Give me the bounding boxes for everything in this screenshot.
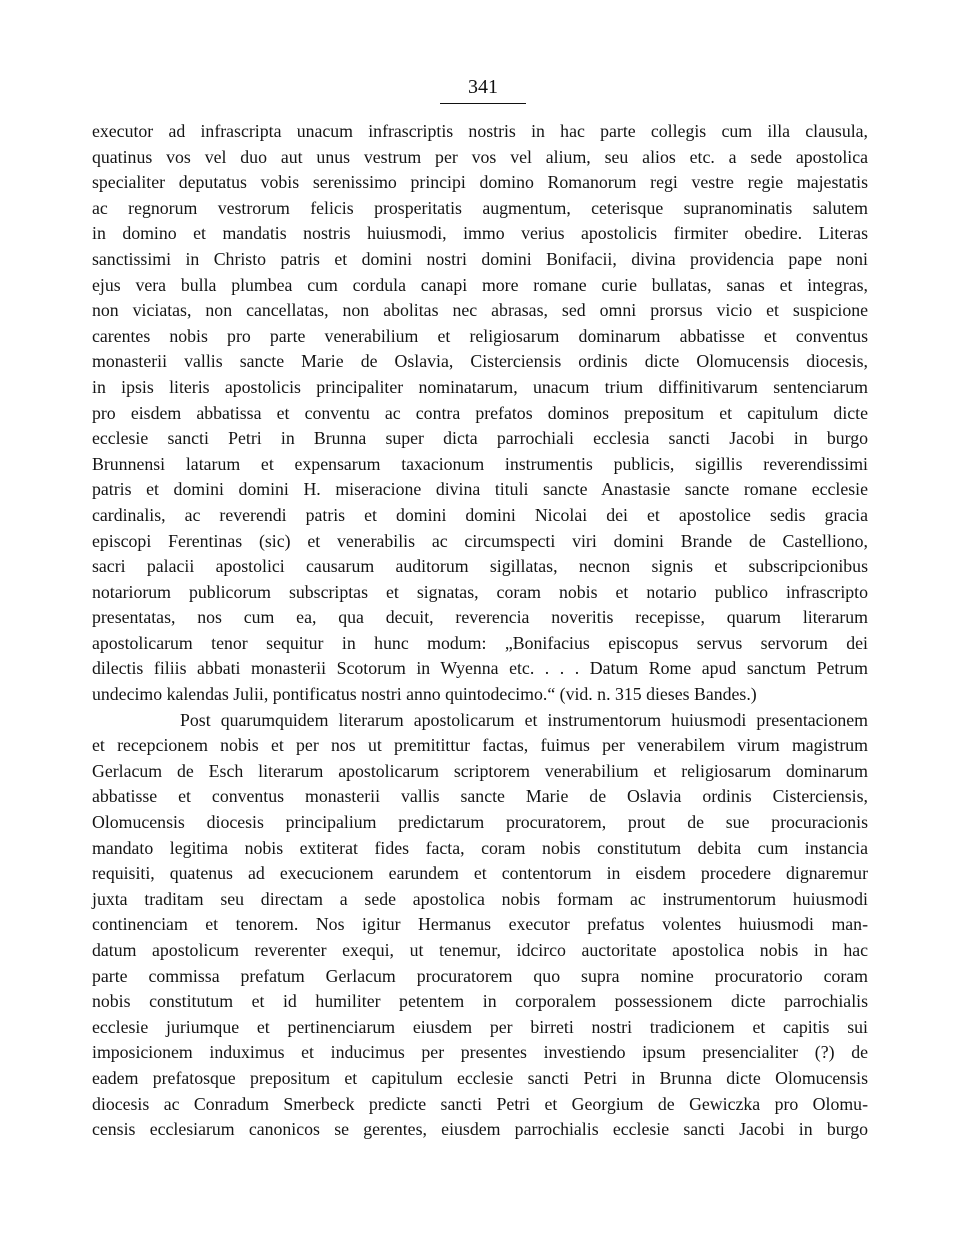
text-line: continenciam et tenorem. Nos igitur Hermanus executor prefatus volentes huiusmodi man-	[92, 914, 868, 935]
text-line: undecimo kalendas Julii, pontificatus nostri anno quintodecimo.“ (vid. n. 315 dieses Bandes.)	[92, 684, 757, 705]
text-line: executor ad infrascripta unacum infrascriptis nostris in hac parte collegis cum illa clausula,	[92, 121, 868, 141]
text-line: cardinalis, ac reverendi patris et domini domini Nicolai dei et apostolice sedis gracia	[92, 504, 868, 525]
text-line: carentes nobis pro parte venerabilium et religiosarum dominarum abbatisse et conventus	[92, 325, 868, 346]
text-line: presentatas, nos cum ea, qua decuit, reverencia noveritis recepisse, quarum literarum	[92, 607, 868, 628]
text-line: sanctissimi in Christo patris et domini nostri domini Bonifacii, divina providencia pape noni	[92, 248, 868, 269]
text-line: juxta traditam seu directam a sede apostolica nobis formam ac instrumentorum huiusmodi	[92, 888, 868, 909]
paragraph	[92, 119, 868, 708]
text-line: specialiter deputatus vobis serenissimo principi domino Romanorum regi vestre regie majestatis	[92, 172, 868, 193]
text-line: patris et domini domini H. miseracione divina tituli sancte Anastasie sancte romane ecclesie	[92, 479, 868, 500]
text-line: quatinus vos vel duo aut unus vestrum per vos vel alium, seu alios etc. a sede apostolica	[92, 146, 868, 167]
text-line: ecclesie juriumque et pertinenciarum eiusdem per birreti nostri tradicionem et capitis sui	[92, 1016, 868, 1037]
text-line: Post quarumquidem literarum apostolicarum et instrumentorum huiusmodi presentacionem	[180, 709, 868, 730]
text-line: Olomucensis diocesis principalium predictarum procuratorem, prout de sue procuracionis	[92, 812, 868, 833]
text-line: apostolicarum tenor sequitur in hunc modum: „Bonifacius episcopus servus servorum dei	[92, 632, 868, 653]
text-line: in ipsis literis apostolicis principaliter nominatarum, unacum trium diffinitivarum sentenciarum	[92, 376, 868, 397]
text-line: parte commissa prefatum Gerlacum procuratorem quo supra nomine procuratorio coram	[92, 965, 868, 986]
text-line: mandato legitima nobis extiterat fides facta, coram nobis constitutum debita cum instancia	[92, 837, 868, 858]
text-line: abbatisse et conventus monasterii vallis sancte Marie de Oslavia ordinis Cisterciensis,	[92, 786, 868, 807]
text-line: dilectis filiis abbati monasterii Scotorum in Wyenna etc. . . . Datum Rome apud sanctum Petrum	[92, 658, 868, 679]
text-line: notariorum publicorum subscriptas et signatas, coram nobis et notario publico infrascripto	[92, 581, 868, 602]
text-line: requisiti, quatenus ad execucionem earundem et contentorum in eisdem procedere dignaremur	[92, 863, 868, 884]
text-line: ecclesie sancti Petri in Brunna super dicta parrochiali ecclesia sancti Jacobi in burgo	[92, 428, 868, 449]
page-number: 341	[440, 76, 526, 104]
body-text	[92, 119, 868, 1143]
text-line: Gerlacum de Esch literarum apostolicarum scriptorem venerabilium et religiosarum dominarum	[92, 760, 868, 781]
text-line: nobis constitutum et id humiliter petentem in corporalem possessionem dicte parrochialis	[92, 991, 868, 1012]
text-line: non viciatas, non cancellatas, non abolitas nec abrasas, sed omni prorsus vicio et suspicione	[92, 300, 868, 321]
text-line: episcopi Ferentinas (sic) et venerabilis ac circumspecti viri domini Brande de Castelliono,	[92, 530, 868, 551]
text-line: monasterii vallis sancte Marie de Oslavia, Cisterciensis ordinis dicte Olomucensis diocesis,	[92, 351, 868, 372]
text-line: et recepcionem nobis et per nos ut premitittur factas, fuimus per venerabilem virum magistrum	[92, 735, 868, 756]
text-line: in domino et mandatis nostris huiusmodi, immo verius apostolicis firmiter obedire. Literas	[92, 223, 868, 244]
text-line: ac regnorum vestrorum felicis prosperitatis augmentum, ceterisque supranominatis salutem	[92, 197, 868, 218]
text-line: eadem prefatosque prepositum et capitulum ecclesie sancti Petri in Brunna dicte Olomucensis	[92, 1067, 868, 1088]
paragraph	[92, 708, 868, 1143]
text-line: imposicionem induximus et inducimus per presentes investiendo ipsum presencialiter (?) de	[92, 1042, 868, 1063]
text-line: sacri palacii apostolici causarum auditorum sigillatas, necnon signis et subscripcionibus	[92, 556, 868, 577]
text-line: ejus vera bulla plumbea cum cordula canapi more romane curie bullatas, sanas et integras,	[92, 274, 868, 295]
text-line: Brunnensi latarum et expensarum taxacionum instrumentis publicis, sigillis reverendissimi	[92, 453, 868, 474]
text-line: censis ecclesiarum canonicos se gerentes, eiusdem parrochialis ecclesie sancti Jacobi in burgo	[92, 1119, 868, 1140]
text-line: datum apostolicum reverenter exequi, ut tenemur, idcirco auctoritate apostolica nobis in hac	[92, 940, 868, 960]
text-line: diocesis ac Conradum Smerbeck predicte sancti Petri et Georgium de Gewiczka pro Olomu-	[92, 1093, 868, 1114]
text-line: pro eisdem abbatissa et conventu ac contra prefatos dominos prepositum et capitulum dicte	[92, 402, 868, 423]
